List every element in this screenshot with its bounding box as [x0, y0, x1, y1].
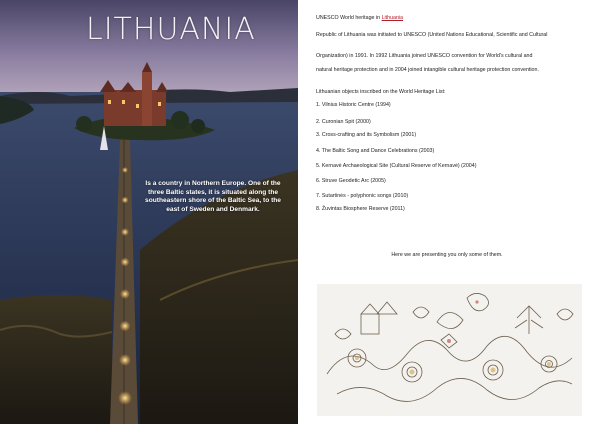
list-item: 5. Kernavė Archaeological Site (Cultural Reserve of Kernavė) (2004)	[316, 163, 477, 169]
castle-photo-page	[0, 0, 298, 424]
paragraph-3: natural heritage protection and in 2004 joined intangible cultural heritage protection convention.	[316, 67, 539, 73]
paragraph-2: Organization) in 1991. In 1992 Lithuania joined UNESCO convention for World's cultural and	[316, 53, 533, 59]
paragraph-1: Republic of Lithuania was initiated to UNESCO (United Nations Educational, Scientific and Cultural	[316, 32, 548, 38]
list-item: 8. Žuvintas Biosphere Reserve (2011)	[316, 206, 405, 212]
closing-note: Here we are presenting you only some of them.	[391, 252, 503, 258]
list-item: 6. Struve Geodetic Arc (2005)	[316, 178, 386, 184]
heading-prefix: UNESCO World heritage in	[316, 15, 382, 21]
lithuania-link[interactable]: Lithuania	[381, 15, 404, 21]
list-item: 4. The Baltic Song and Dance Celebrations (2003)	[316, 148, 435, 154]
page-heading	[316, 15, 578, 22]
list-item: 1. Vilnius Historic Centre (1994)	[316, 102, 391, 108]
list-item: 2. Curonian Spit (2000)	[316, 119, 371, 125]
list-title: Lithuanian objects inscribed on the World Heritage List:	[316, 89, 446, 95]
country-intro: Is a country in Northern Europe. One of the three Baltic states, it is situated along the southeastern shore of the Baltic Sea, to the east of Sweden and Denmark.	[145, 180, 281, 213]
list-item: 3. Cross-crafting and its Symbolism (2001)	[316, 132, 417, 138]
country-title: LITHUANIA	[86, 12, 256, 47]
ornament-drawing	[317, 284, 582, 416]
folk-ornament-illustration	[317, 284, 582, 416]
list-item: 7. Sutartinės - polyphonic songs (2010)	[316, 193, 409, 199]
